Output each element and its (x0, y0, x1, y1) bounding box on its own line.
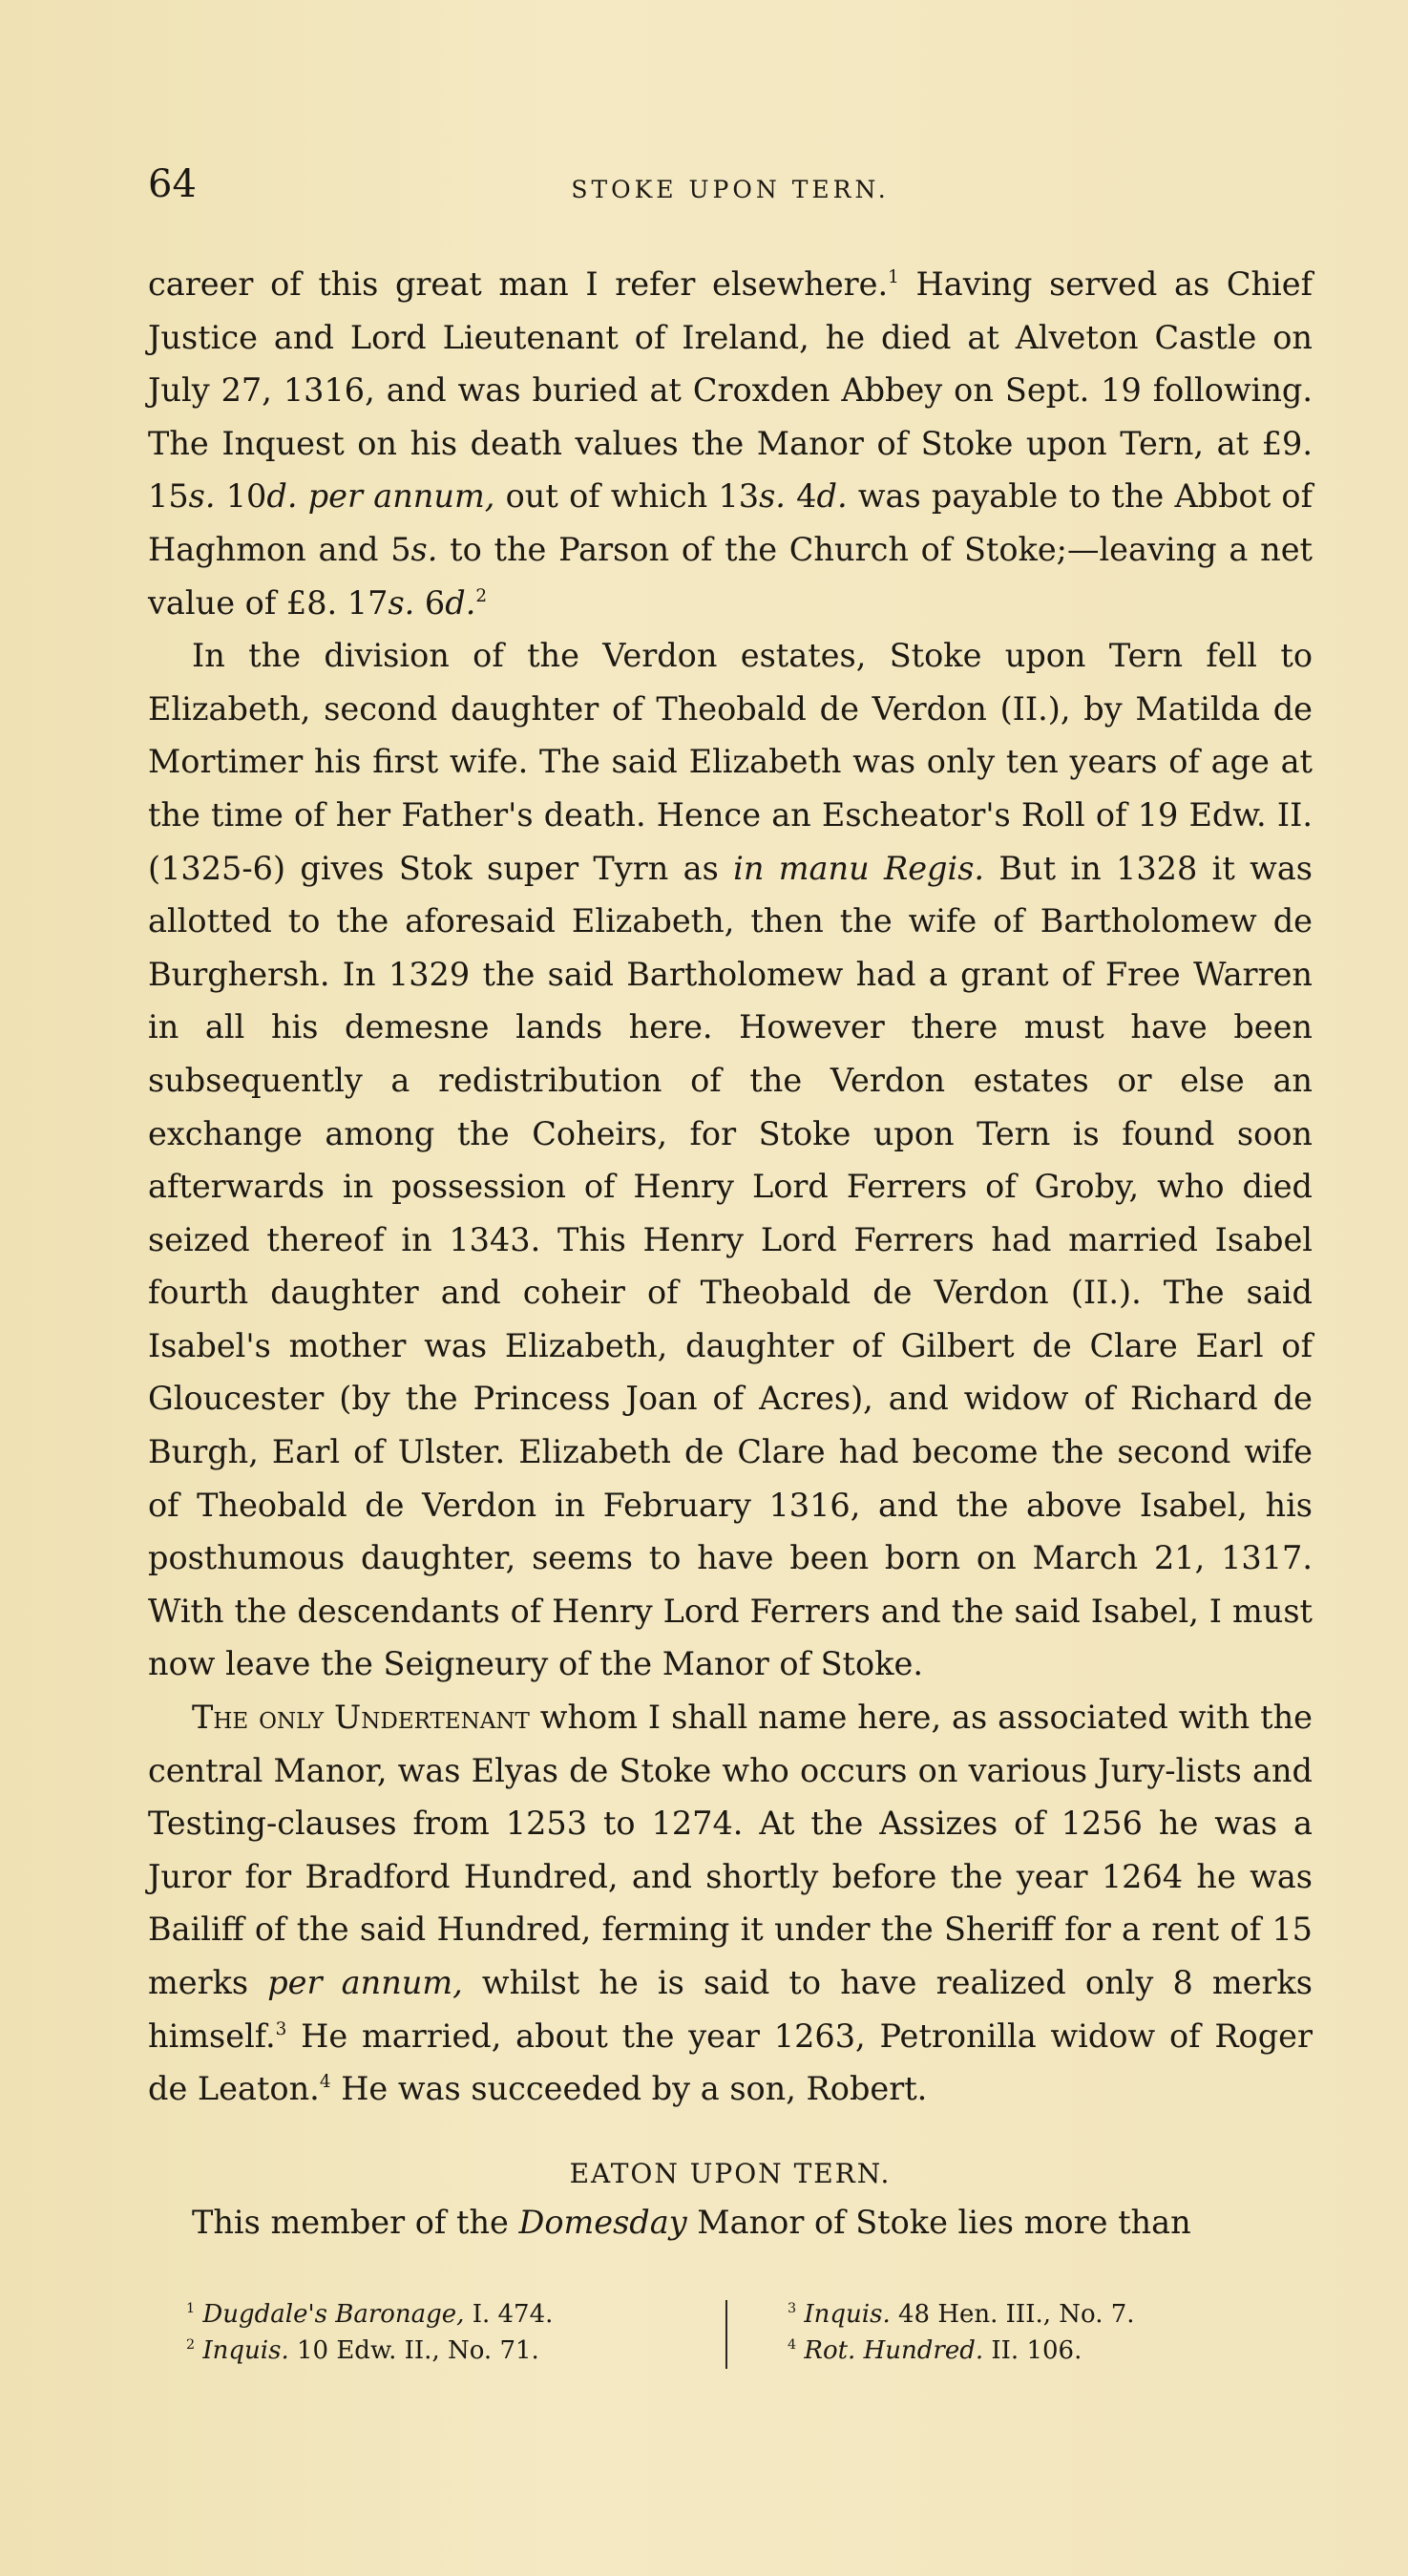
running-title: STOKE UPON TERN. (571, 176, 890, 203)
footnote-source: Inquis. (202, 2336, 289, 2365)
text-run: 10 (215, 477, 267, 516)
footnote-4 (788, 2333, 1284, 2369)
paragraph-2 (148, 629, 1313, 1691)
text-run: He was succeeded by a son, Robert. (330, 2070, 928, 2108)
paragraph-4 (148, 2196, 1313, 2249)
footnote-source: Rot. Hundred. (804, 2336, 984, 2365)
footnote-source: Inquis. (804, 2300, 891, 2329)
text-run: 6 (414, 583, 446, 622)
text-run: was payable to the Abbot of Haghmon and 5 (148, 477, 1313, 568)
text-run: d. (816, 477, 848, 516)
text-run: per annum, (307, 477, 495, 516)
section-paragraph (148, 2196, 1313, 2249)
text-run: to the Parson of the Church of Stoke;—leaving a net value of £8. 17 (148, 530, 1313, 622)
text-run: Manor of Stoke lies more than (686, 2204, 1191, 2241)
footnote-ref-text: 10 Edw. II., No. 71. (288, 2336, 539, 2365)
paragraph-3 (148, 1691, 1313, 2116)
footnotes-left-column (186, 2296, 702, 2369)
footnote-number: 4 (788, 2337, 797, 2353)
footnote-number: 2 (186, 2337, 196, 2353)
footnote-ref-4: 4 (319, 2072, 331, 2093)
text-run: per annum, (267, 1964, 463, 2001)
footnote-ref-3: 3 (275, 2018, 287, 2039)
footnote-1 (186, 2296, 702, 2333)
page-header (148, 162, 1313, 220)
small-caps-lead: The only Undertenant (192, 1699, 530, 1737)
text-run: But in 1328 it was allotted to the aforesaid Elizabeth, then the wife of Bartholomew de Burghersh. In 1329 the said Bartholomew had a grant of Free Warren in all his demesne lands here. However there must have been subsequently a redistribution of the Verdon estates or else an exchange among the Coheirs, for Stoke upon Tern is found soon afterwards in possession of Henry Lord Ferrers of Groby, who died seized thereof in 1343. This Henry Lord Ferrers had married Isabel fourth daughter and coheir of Theobald de Verdon (II.). The said Isabel's mother was Elizabeth, daughter of Gilbert de Clare Earl of Gloucester (by the Princess Joan of Acres), and widow of Richard de Burgh, Earl of Ulster. Elizabeth de Clare had become the second wife of Theobald de Verdon in February 1316, and the above Isabel, his posthumous daughter, seems to have been born on March 21, 1317. With the descendants of Henry Lord Ferrers and the said Isabel, I must now leave the Seigneury of the Manor of Stoke. (148, 849, 1313, 1683)
section-heading: EATON UPON TERN. (569, 2158, 892, 2189)
text-run: d. (266, 477, 298, 516)
text-run: s. (759, 477, 786, 516)
body-text (148, 258, 1313, 2116)
text-run: whilst he is said to have realized only 8 merks himself. (148, 1964, 1313, 2055)
footnote-ref-1: 1 (888, 267, 899, 288)
text-run: This member of the (192, 2204, 519, 2241)
text-run: Having served as Chief Justice and Lord Lieutenant of Ireland, he died at Alveton Castle on July 27, 1316, and was buried at Croxden Abbey on Sept. 19 following. The Inquest on his death values the Manor of Stoke upon Tern, at £9. 15 (148, 265, 1313, 516)
footnote-ref-text: I. 474. (464, 2300, 554, 2329)
footnote-2 (186, 2333, 702, 2369)
text-run: s. (388, 583, 415, 622)
text-run: in manu Regis. (733, 849, 985, 887)
text-run: Domesday (518, 2204, 687, 2241)
footnote-number: 1 (186, 2301, 196, 2316)
page-number: 64 (148, 162, 197, 206)
footnote-ref-text: 48 Hen. III., No. 7. (890, 2300, 1135, 2329)
text-run: 4 (785, 477, 817, 516)
footnote-number: 3 (788, 2301, 797, 2316)
text-run: s. (188, 477, 216, 516)
footnotes (186, 2296, 1274, 2373)
footnote-ref-text: II. 106. (983, 2336, 1082, 2365)
text-run: s. (410, 530, 438, 568)
text-run: whom I shall name here, as associated with the central Manor, was Elyas de Stoke who occurs on various Jury-lists and Testing-clauses from 1253 to 1274. At the Assizes of 1256 he was a Juror for Bradford Hundred, and shortly before the year 1264 he was Bailiff of the said Hundred, ferming it under the Sheriff for a rent of 15 merks (148, 1699, 1313, 2001)
text-run: He married, about the year 1263, Petronilla widow of Roger de Leaton. (148, 2016, 1313, 2108)
footnote-ref-2: 2 (475, 585, 488, 606)
text-run: In the division of the Verdon estates, Stoke upon Tern fell to Elizabeth, second daughter of Theobald de Verdon (II.), by Matilda de Mortimer his first wife. The said Elizabeth was only ten years of age at the time of her Father's death. Hence an Escheator's Roll of 19 Edw. II. (1325-6) gives Stok super Tyrn as (148, 637, 1313, 887)
text-run: out of which 13 (494, 477, 760, 516)
footnote-source: Dugdale's Baronage, (202, 2300, 465, 2329)
paragraph-1 (148, 258, 1313, 629)
text-run: d. (445, 583, 476, 622)
footnote-3 (788, 2296, 1284, 2333)
footnote-divider (725, 2300, 727, 2369)
footnotes-right-column (788, 2296, 1284, 2369)
text-run: career of this great man I refer elsewhere. (148, 265, 889, 303)
